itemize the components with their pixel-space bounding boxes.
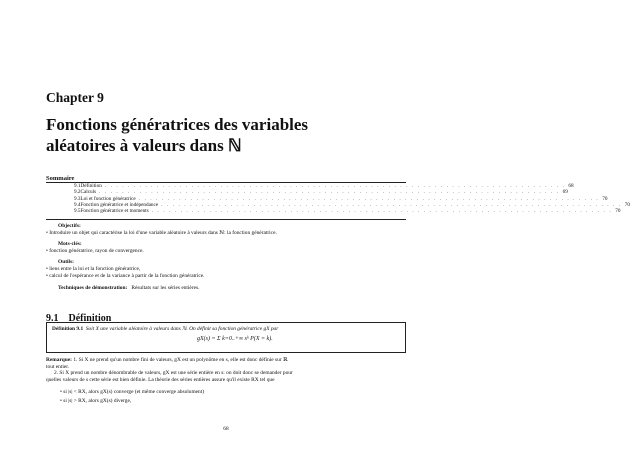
chapter-title: [46, 114, 406, 156]
toc-entry-title: Fonction génératrice et indépendance: [80, 201, 159, 208]
toc-leader-dots: . . . . . . . . . . . . . . . . . . . . . . . . . . . . . . . . . . . . . . . . . . . . . . . . . . . . . . . . . . . . . . . . . . . . . . . . . . . . . . . .: [99, 189, 560, 196]
chapter-title-line2: aléatoires à valeurs dans ℕ: [46, 136, 242, 155]
definition-label: Définition 9.1: [52, 326, 84, 332]
outils-item: • calcul de l'espérance et de la variance à partir de la fonction génératrice.: [46, 273, 205, 279]
remarque-paragraph: [46, 357, 406, 383]
toc-entry-page: 69: [562, 189, 568, 196]
toc-entry-title: Calculs: [80, 189, 97, 196]
convergence-bullet: • si |s| < RX, alors gX(s) converge (et même converge absolument): [60, 389, 204, 395]
toc-entry-number: 9.3: [74, 195, 81, 202]
mots-cles-item: • fonction génératrice, rayon de convergence.: [46, 248, 144, 254]
table-of-contents: [74, 183, 630, 215]
remarque-label: Remarque:: [46, 357, 72, 363]
definition-formula: gX(s) = Σ k=0..+∞ sᵏ P(X = k).: [197, 336, 273, 342]
chapter-label: Chapter 9: [46, 90, 104, 105]
toc-leader-dots: . . . . . . . . . . . . . . . . . . . . . . . . . . . . . . . . . . . . . . . . . . . . . . . . . . . . . . . . . . . . . . . . . . . . . . . . . . . . . . . .: [151, 208, 613, 215]
definition-box: [46, 322, 406, 353]
toc-entry-page: 70: [624, 201, 630, 208]
toc-entry-number: 9.4: [74, 201, 81, 208]
divergence-bullet: • si |s| > RX, alors gX(s) diverge,: [60, 398, 131, 404]
toc-entry-page: 70: [615, 208, 621, 215]
outils-item: • liens entre la loi et la fonction génératrice,: [46, 266, 140, 272]
toc-entry-title: Définition: [80, 183, 102, 189]
toc-entry-number: 9.1: [74, 183, 81, 189]
mots-cles-heading: Mots-clés:: [58, 241, 82, 247]
section-name: Définition: [68, 313, 112, 324]
toc-entry-number: 9.2: [74, 189, 81, 196]
remarque-line3: 2. Si X prend un nombre dénombrable de valeurs, gX est une série entière en s: on doit donc se demander pour: [54, 370, 293, 377]
chapter-title-line1: Fonctions génératrices des variables: [46, 115, 309, 134]
remarque-line1: Remarque: 1. Si X ne prend qu'un nombre fini de valeurs, gX est un polynôme en s, elle est donc définie sur ℝ: [46, 357, 288, 363]
toc-leader-dots: . . . . . . . . . . . . . . . . . . . . . . . . . . . . . . . . . . . . . . . . . . . . . . . . . . . . . . . . . . . . . . . . . . . . . . . . . . . . . . . .: [138, 195, 600, 202]
techniques-heading: Techniques de démonstration:: [58, 285, 128, 291]
remarque-line4: quelles valeurs de s cette série est bien définie. La théorie des séries entières assure qu'il existe RX tel que: [46, 376, 275, 383]
objectifs-item: • Introduire un objet qui caractérise la loi d'une variable aléatoire à valeurs dans ℕ: la fonction génératrice.: [46, 230, 277, 236]
sommaire-heading: Sommaire: [46, 175, 75, 182]
toc-leader-dots: . . . . . . . . . . . . . . . . . . . . . . . . . . . . . . . . . . . . . . . . . . . . . . . . . . . . . . . . . . . . . . . . . . . . . . . . . . . . . . . .: [161, 201, 622, 208]
techniques-line: [58, 285, 199, 291]
toc-entry-page: 68: [568, 183, 574, 189]
remarque-line2: tout entier.: [46, 363, 70, 370]
page-number: 68: [223, 426, 229, 432]
outils-heading: Outils:: [58, 259, 74, 265]
section-number: 9.1: [46, 313, 59, 324]
toc-leader-dots: . . . . . . . . . . . . . . . . . . . . . . . . . . . . . . . . . . . . . . . . . . . . . . . . . . . . . . . . . . . . . . . . . . . . . . . . . . . . . . . .: [104, 183, 566, 189]
sommaire-bottom-rule: [46, 219, 406, 220]
techniques-text: Résultats sur les séries entières.: [131, 285, 200, 291]
toc-entry-page: 70: [602, 195, 608, 202]
definition-text: Soit X une variable aléatoire à valeurs dans ℕ. On définit sa fonction génératrice gX par: [85, 326, 279, 332]
definition-statement: [52, 326, 278, 332]
toc-entry-number: 9.5: [74, 208, 81, 215]
toc-entry-title: Loi et fonction génératrice: [80, 195, 136, 202]
objectifs-heading: Objectifs:: [58, 223, 81, 229]
toc-entry-title: Fonction génératrice et moments: [80, 208, 149, 215]
toc-entry[interactable]: [74, 208, 621, 215]
